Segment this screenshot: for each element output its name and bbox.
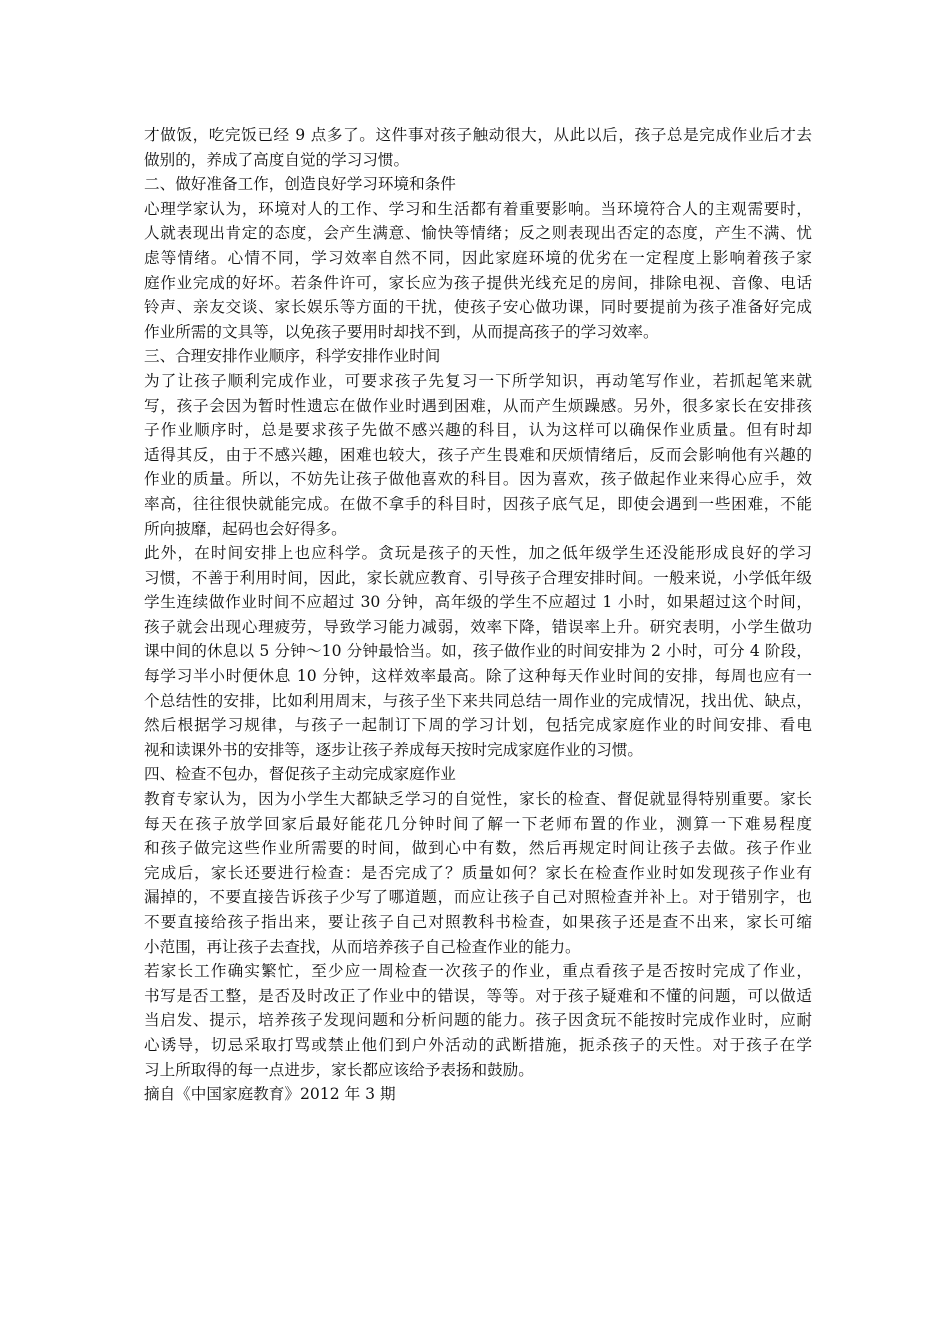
paragraph-line: 个总结性的安排，比如利用周末，与孩子坐下来共同总结一周作业的完成情况，找出优、缺点， — [144, 691, 812, 710]
paragraph-line: 率高，往往很快就能完成。在做不拿手的科目时，因孩子底气足，即使会遇到一些困难，不能 — [144, 494, 812, 513]
paragraph-line: 每学习半小时便休息 10 分钟，这样效率最高。除了这种每天作业时间的安排，每周也应有一 — [144, 667, 812, 686]
paragraph-line: 才做饭，吃完饭已经 9 点多了。这件事对孩子触动很大，从此以后，孩子总是完成作业后才去 — [144, 126, 812, 144]
paragraph-line: 习上所取得的每一点进步，家长都应该给予表扬和鼓励。 — [144, 1060, 534, 1079]
paragraph-line: 庭作业完成的好坏。若条件许可，家长应为孩子提供光线充足的房间，排除电视、音像、电话 — [144, 273, 812, 292]
paragraph-line: 完成后，家长还要进行检查：是否完成了？质量如何？家长在检查作业时如发现孩子作业有 — [144, 863, 812, 882]
paragraph-line: 每天在孩子放学回家后最好能花几分钟时间了解一下老师布置的作业，测算一下难易程度 — [144, 814, 812, 833]
paragraph-line: 此外，在时间安排上也应科学。贪玩是孩子的天性，加之低年级学生还没能形成良好的学习 — [144, 544, 812, 563]
paragraph-line: 所向披靡，起码也会好得多。 — [144, 519, 347, 538]
paragraph-line: 作业所需的文具等，以免孩子要用时却找不到，从而提高孩子的学习效率。 — [144, 322, 659, 341]
paragraph-line: 小范围，再让孩子去查找，从而培养孩子自己检查作业的能力。 — [144, 937, 581, 956]
paragraph-line: 习惯，不善于利用时间，因此，家长就应教育、引导孩子合理安排时间。一般来说，小学低年级 — [144, 568, 812, 587]
paragraph-line: 当启发、提示，培养孩子发现问题和分析问题的能力。孩子因贪玩不能按时完成作业时，应耐 — [144, 1011, 812, 1030]
paragraph-line: 写，孩子会因为暂时性遗忘在做作业时遇到困难，从而产生烦躁感。另外，很多家长在安排孩 — [144, 396, 812, 415]
paragraph-line: 铃声、亲友交谈、家长娱乐等方面的干扰，使孩子安心做功课，同时要提前为孩子准备好完成 — [144, 298, 812, 317]
paragraph-line: 学生连续做作业时间不应超过 30 分钟，高年级的学生不应超过 1 小时，如果超过这个时间， — [144, 593, 812, 612]
paragraph-line: 心理学家认为，环境对人的工作、学习和生活都有着重要影响。当环境符合人的主观需要时， — [144, 199, 812, 218]
paragraph-line: 子作业顺序时，总是要求孩子先做不感兴趣的科目，认为这样可以确保作业质量。但有时却 — [144, 421, 812, 440]
paragraph-line: 不要直接给孩子指出来，要让孩子自己对照教科书检查，如果孩子还是查不出来，家长可缩 — [144, 913, 812, 931]
paragraph-line: 作业的质量。所以，不妨先让孩子做他喜欢的科目。因为喜欢，孩子做起作业来得心应手，效 — [144, 470, 812, 489]
paragraph-line: 心诱导，切忌采取打骂或禁止他们到户外活动的武断措施，扼杀孩子的天性。对于孩子在学 — [144, 1035, 812, 1054]
paragraph-line: 漏掉的，不要直接告诉孩子少写了哪道题，而应让孩子自己对照检查并补上。对于错别字，也 — [144, 888, 812, 907]
paragraph-line: 适得其反，由于不感兴趣，困难也较大，孩子产生畏难和厌烦情绪后，反而会影响他有兴趣的 — [144, 445, 812, 464]
paragraph-line: 为了让孩子顺利完成作业，可要求孩子先复习一下所学知识，再动笔写作业，若抓起笔来就 — [144, 371, 812, 390]
source-citation: 摘自《中国家庭教育》2012 年 3 期 — [144, 1085, 396, 1104]
section-heading: 三、合理安排作业顺序，科学安排作业时间 — [144, 347, 441, 366]
paragraph-line: 课中间的休息以 5 分钟～10 分钟最恰当。如，孩子做作业的时间安排为 2 小时，可分 4 阶段， — [144, 642, 812, 661]
paragraph-line: 做别的，养成了高度自觉的学习习惯。 — [144, 150, 410, 169]
section-heading: 二、做好准备工作，创造良好学习环境和条件 — [144, 175, 456, 194]
paragraph-line: 和孩子做完这些作业所需要的时间，做到心中有数，然后再规定时间让孩子去做。孩子作业 — [144, 839, 812, 858]
article-body — [144, 123, 812, 1107]
paragraph-line: 然后根据学习规律，与孩子一起制订下周的学习计划，包括完成家庭作业的时间安排、看电 — [144, 716, 812, 735]
paragraph-line: 人就表现出肯定的态度，会产生满意、愉快等情绪；反之则表现出否定的态度，产生不满、忧 — [144, 224, 812, 243]
paragraph-line: 视和读课外书的安排等，逐步让孩子养成每天按时完成家庭作业的习惯。 — [144, 740, 644, 759]
paragraph-line: 教育专家认为，因为小学生大都缺乏学习的自觉性，家长的检查、督促就显得特别重要。家长 — [144, 790, 812, 809]
paragraph-line: 若家长工作确实繁忙，至少应一周检查一次孩子的作业，重点看孩子是否按时完成了作业， — [144, 962, 812, 981]
paragraph-line: 虑等情绪。心情不同，学习效率自然不同，因此家庭环境的优劣在一定程度上影响着孩子家 — [144, 248, 812, 267]
paragraph-line: 书写是否工整，是否及时改正了作业中的错误，等等。对于孩子疑难和不懂的问题，可以做适 — [144, 986, 812, 1005]
section-heading: 四、检查不包办，督促孩子主动完成家庭作业 — [144, 765, 456, 784]
paragraph-line: 孩子就会出现心理疲劳，导致学习能力减弱，效率下降，错误率上升。研究表明，小学生做功 — [144, 617, 812, 636]
